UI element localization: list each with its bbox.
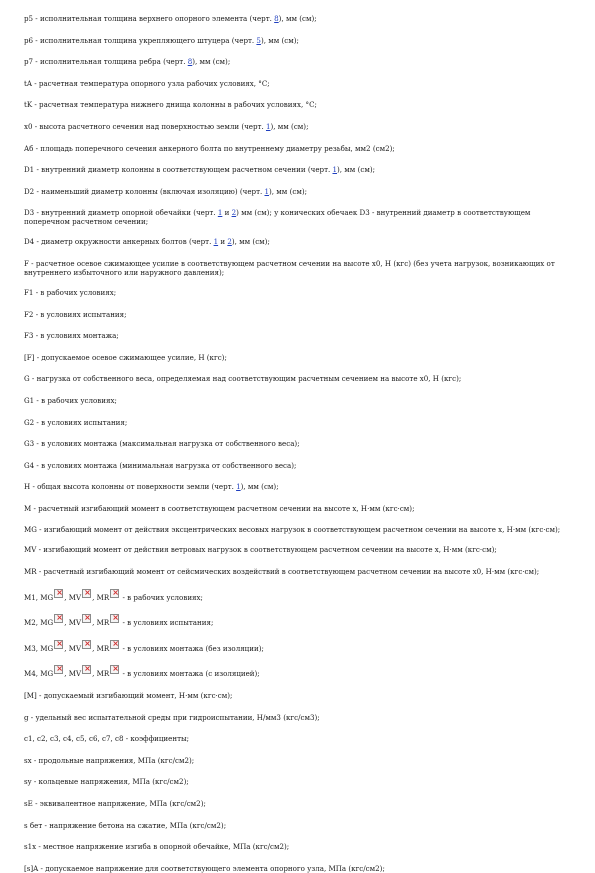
definition-D2: D2 - наименьший диаметр колонны (включая изоляцию) (черт. 1), мм (см); [24, 186, 307, 196]
definition-sx: sx - продольные напряжения, МПа (кгс/см2); [24, 755, 195, 765]
drawing-link-1[interactable]: 1 [236, 482, 241, 492]
broken-image-icon [54, 640, 63, 649]
definition-p7: p7 - исполнительная толщина ребра (черт. 8), мм (см); [24, 57, 231, 67]
definition-D4: D4 - диаметр окружности анкерных болтов (черт. 1 и 2), мм (см); [24, 237, 270, 247]
drawing-link-8[interactable]: 8 [187, 57, 193, 67]
definition-coefficients: c1, c2, c3, c4, c5, c6, c7, c8 - коэффициенты; [24, 734, 190, 744]
drawing-link-2[interactable]: 2 [227, 237, 232, 247]
definition-M: M - расчетный изгибающий момент в соответствующем расчетном сечении на высоте x, Н·мм (кгс·см); [24, 503, 415, 513]
definition-tA: tA - расчетная температура опорного узла рабочих условиях, °С; [24, 78, 270, 88]
broken-image-icon [54, 665, 63, 674]
definition-F-allowable: [F] - допускаемое осевое сжимающее усилие, Н (кгс); [24, 352, 227, 362]
definition-D3: D3 - внутренний диаметр опорной обечайки (черт. 1 и 2) мм (см); у конических обечаек D3 - внутренний диаметр в соответствующем поперечном расчетном сечении; [24, 208, 531, 227]
definition-G1: G1 - в рабочих условиях; [24, 395, 117, 405]
definition-M-allowable: [M] - допускаемый изгибающий момент, Н·мм (кгс·см); [24, 691, 233, 701]
definition-F3: F3 - в условиях монтажа; [24, 331, 119, 341]
definition-MG: MG - изгибающий момент от действия эксцентрических весовых нагрузок в соответствующем расчетном сечении на высоте x, Н·мм (кгс·см); [24, 525, 561, 535]
definition-tK: tK - расчетная температура нижнего днища колонны в рабочих условиях, °С; [24, 100, 317, 110]
definition-G2: G2 - в условиях испытания; [24, 417, 128, 427]
definition-sy: sy - кольцевые напряжения, МПа (кгс/см2); [24, 777, 189, 787]
definition-MR: MR - расчетный изгибающий момент от сейсмических воздействий в соответствующем расчетном сечении на высоте x0, Н·мм (кгс·см); [24, 567, 540, 577]
broken-image-icon [82, 640, 91, 649]
definition-G4: G4 - в условиях монтажа (минимальная нагрузка от собственного веса); [24, 460, 297, 470]
definition-M2: M2, MG× , MV× , MR× - в условиях испытания; [24, 614, 577, 627]
drawing-link-1[interactable]: 1 [217, 208, 223, 218]
definition-G: G - нагрузка от собственного веса, определяемая над соответствующим расчетным сечением на высоте x0, Н (кгс); [24, 374, 462, 384]
definition-s-concrete: s бет - напряжение бетона на сжатие, МПа (кгс/см2); [24, 820, 227, 830]
broken-image-icon [54, 614, 63, 623]
broken-image-icon [110, 614, 119, 623]
broken-image-icon [54, 589, 63, 598]
drawing-link-1[interactable]: 1 [332, 165, 338, 175]
definition-Ab: Aб - площадь поперечного сечения анкерного болта по внутреннему диаметру резьбы, мм2 (см2); [24, 143, 395, 153]
definition-F2: F2 - в условиях испытания; [24, 309, 127, 319]
definition-F: F - расчетное осевое сжимающее усилие в соответствующем расчетном сечении на высоте x0, H (кгс) (без учета нагрузок, возникающих от внутреннего избыточного или наружного давления); [24, 258, 555, 277]
definition-x0: x0 - высота расчетного сечения над поверхностью земли (черт. 1), мм (см); [24, 121, 309, 131]
definition-D1: D1 - внутренний диаметр колонны в соответствующем расчетном сечении (черт. 1), мм (см); [24, 165, 375, 175]
definition-F1: F1 - в рабочих условиях; [24, 287, 117, 297]
drawing-link-2[interactable]: 2 [231, 208, 237, 218]
broken-image-icon [110, 640, 119, 649]
definition-M3: M3, MG× , MV× , MR× - в условиях монтажа (без изоляции); [24, 640, 577, 653]
drawing-link-1[interactable]: 1 [264, 186, 270, 196]
broken-image-icon [82, 589, 91, 598]
definition-G3: G3 - в условиях монтажа (максимальная нагрузка от собственного веса); [24, 439, 300, 449]
definition-H: H - общая высота колонны от поверхности земли (черт. 1), мм (см); [24, 482, 279, 492]
definition-g: g - удельный вес испытательной среды при гидроиспытании, Н/мм3 (кгс/см3); [24, 712, 320, 722]
definition-M4: M4, MG× , MV× , MR× - в условиях монтажа (с изоляцией); [24, 665, 577, 678]
broken-image-icon [82, 665, 91, 674]
drawing-link-1[interactable]: 1 [265, 121, 271, 131]
drawing-link-1[interactable]: 1 [213, 237, 219, 247]
broken-image-icon [110, 589, 119, 598]
definition-M1: M1, MG× , MV× , MR× - в рабочих условиях; [24, 589, 577, 602]
drawing-link-8[interactable]: 8 [274, 14, 279, 23]
broken-image-icon [82, 614, 91, 623]
definition-sE: sE - эквивалентное напряжение, МПа (кгс/см2); [24, 799, 206, 808]
definition-p5: p5 - исполнительная толщина верхнего опорного элемента (черт. 8), мм (см); [24, 14, 317, 23]
definition-p6: p6 - исполнительная толщина укрепляющего штуцера (черт. 5), мм (см); [24, 35, 299, 45]
definition-sA-allowable: [s]A - допускаемое напряжение для соответствующего элемента опорного узла, МПа (кгс/см2); [24, 863, 385, 873]
definition-MV: MV - изгибающий момент от действия ветровых нагрузок в соответствующем расчетном сечении на высоте x, Н·мм (кгс·см); [24, 545, 497, 555]
drawing-link-5[interactable]: 5 [256, 35, 261, 45]
broken-image-icon [110, 665, 119, 674]
definition-s1x: s1x - местное напряжение изгиба в опорной обечайке, МПа (кгс/см2); [24, 842, 290, 852]
